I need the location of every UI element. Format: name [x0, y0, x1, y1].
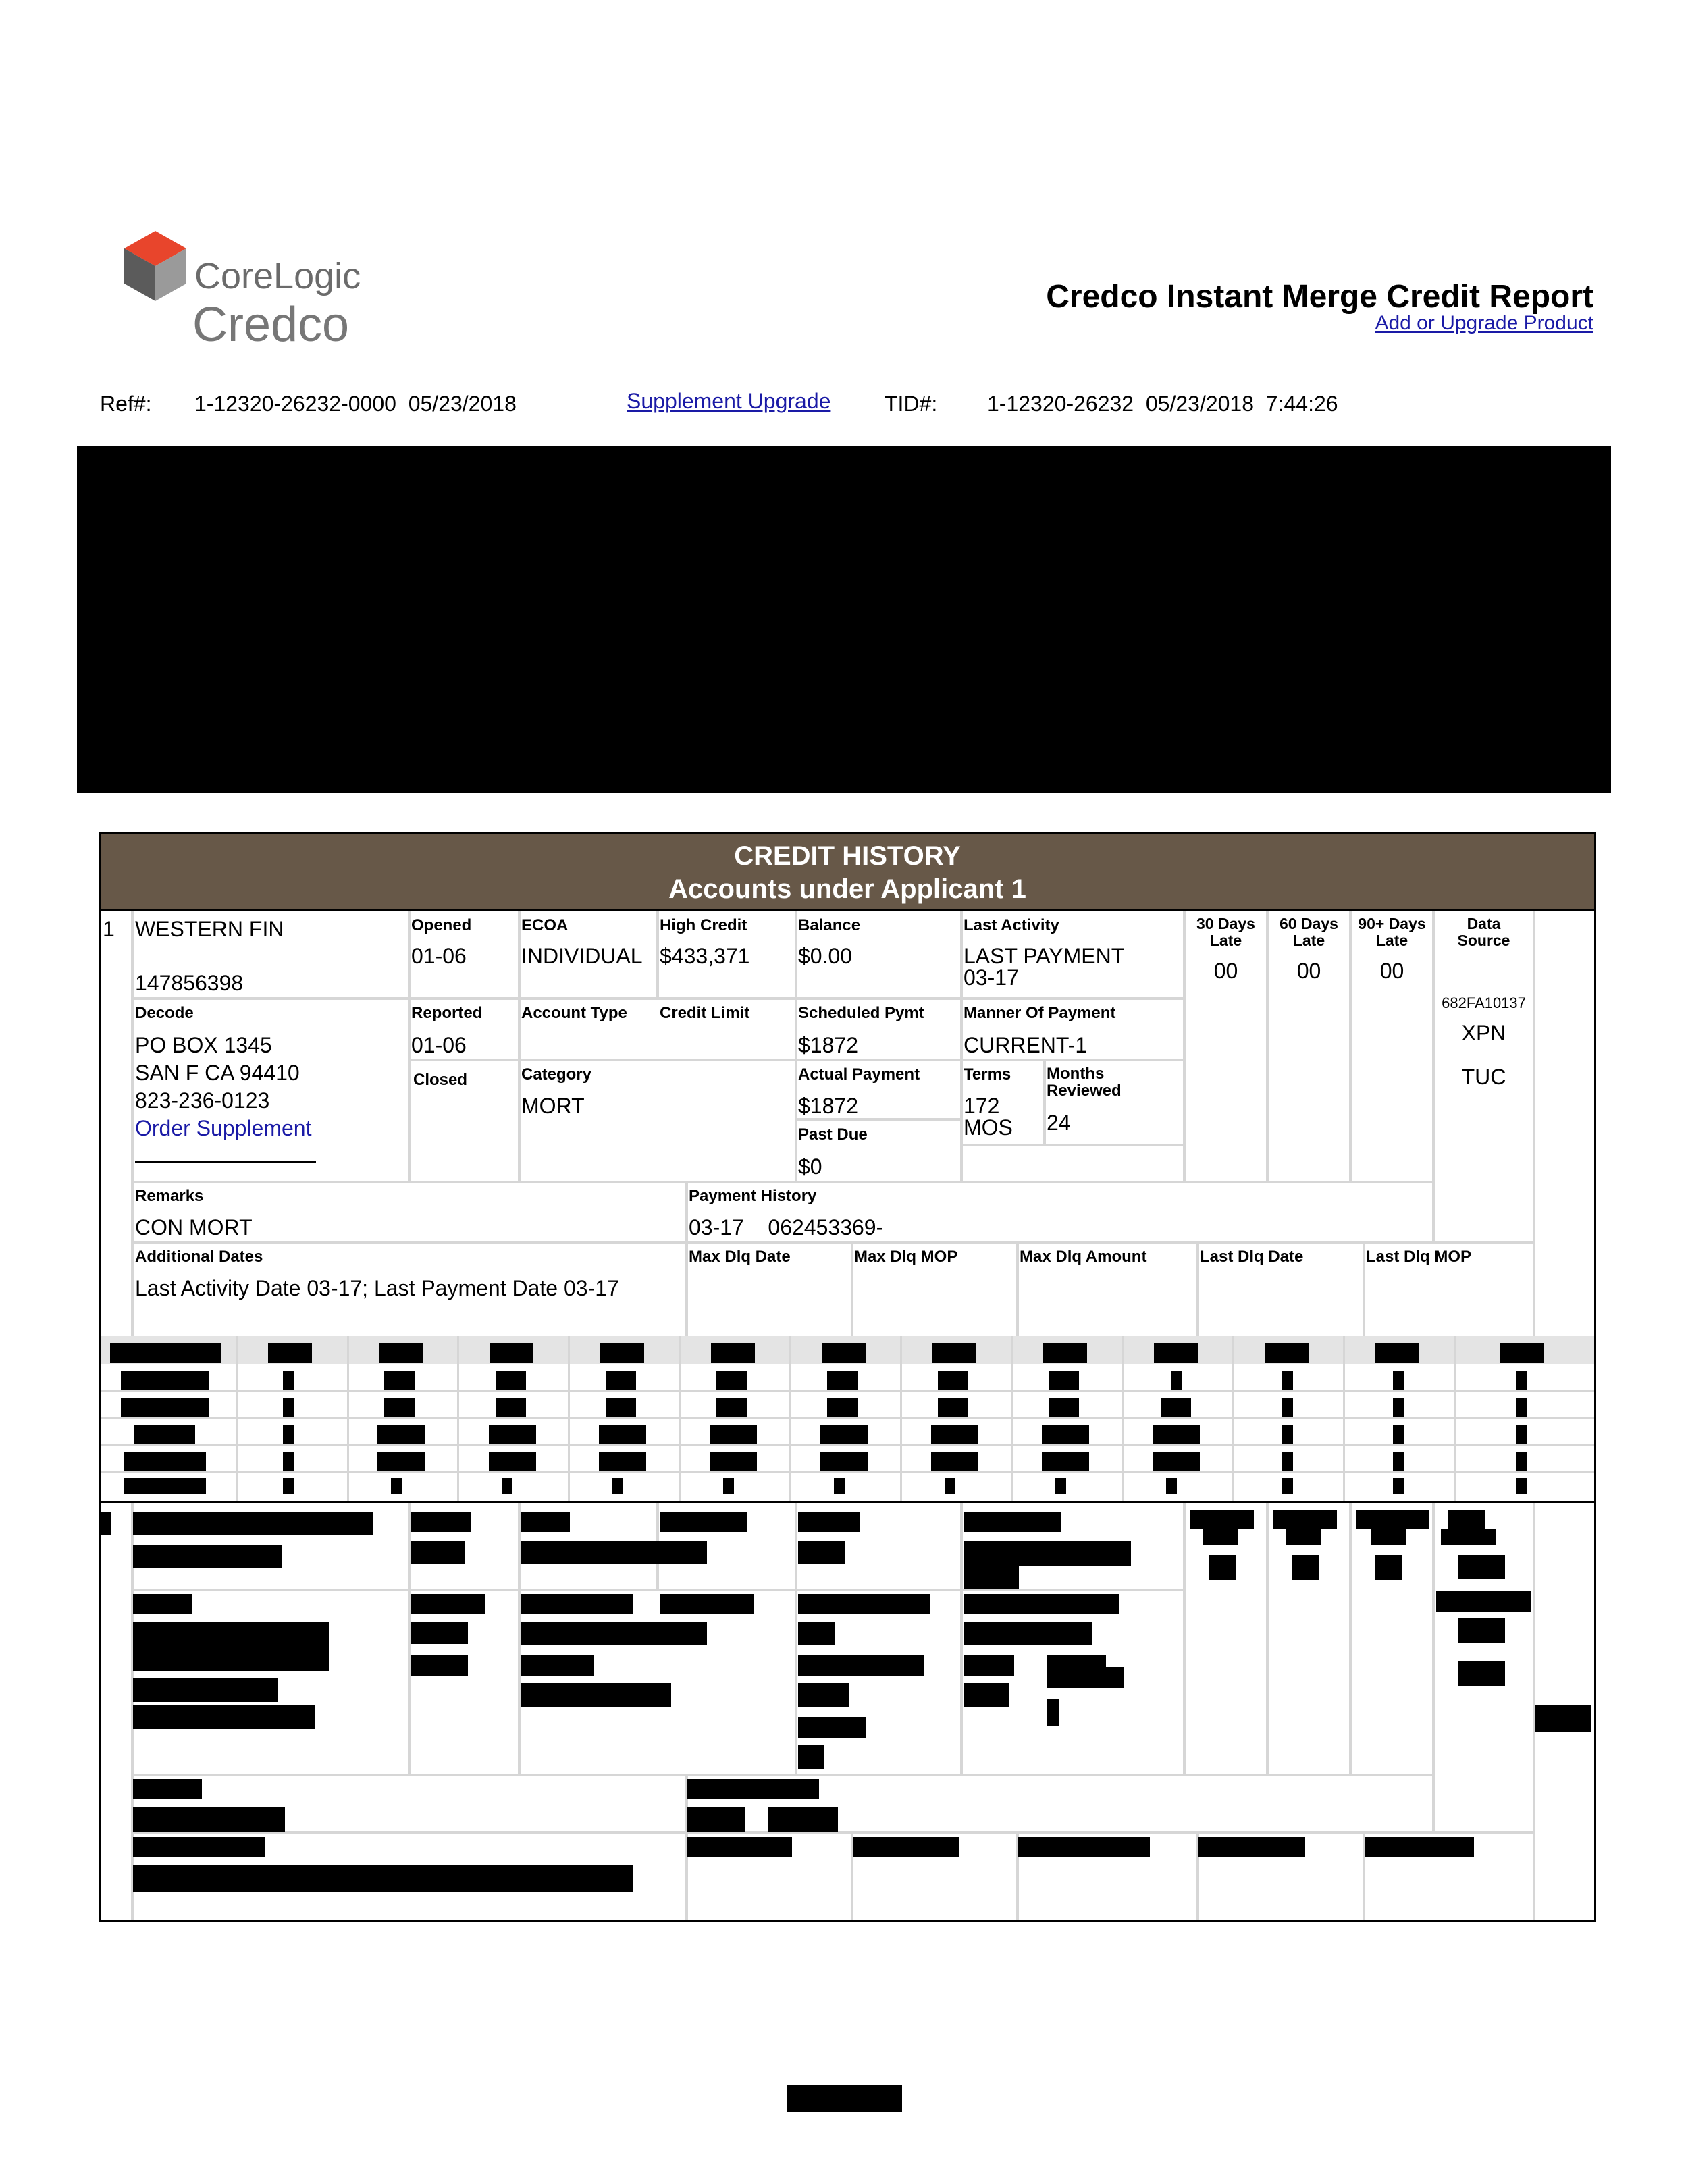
grid-line [1183, 911, 1186, 1181]
grid-line [1266, 1503, 1269, 1774]
redaction [268, 1343, 312, 1363]
redaction [1018, 1837, 1150, 1857]
redaction [798, 1683, 849, 1707]
redaction [1500, 1343, 1544, 1363]
redaction [1282, 1452, 1293, 1471]
grid-line [795, 911, 797, 1181]
redaction [133, 1865, 633, 1892]
redaction [931, 1452, 978, 1471]
reported-value: 01-06 [411, 1033, 467, 1057]
logo-text-bottom: Credco [192, 298, 350, 352]
redaction [411, 1655, 468, 1676]
redaction [1458, 1555, 1505, 1579]
redaction [384, 1398, 415, 1417]
redaction [1393, 1398, 1404, 1417]
grid-line [1043, 1059, 1046, 1146]
redaction [964, 1655, 1014, 1676]
credit-history-subtitle: Accounts under Applicant 1 [668, 874, 1026, 904]
redaction [521, 1541, 707, 1564]
redaction [1458, 1661, 1505, 1686]
redaction [1365, 1837, 1474, 1857]
grid-line [131, 1181, 1432, 1183]
redaction [1273, 1510, 1337, 1529]
redaction [1393, 1425, 1404, 1444]
terms-value: 172 [964, 1094, 1000, 1118]
redaction [1282, 1425, 1293, 1444]
redaction [121, 1371, 209, 1390]
redaction [1371, 1529, 1406, 1545]
redaction [1153, 1425, 1200, 1444]
last-activity-label: Last Activity [964, 916, 1059, 934]
late90-value: 00 [1379, 959, 1404, 983]
high-credit-label: High Credit [660, 916, 747, 934]
grid-line [685, 1181, 688, 1336]
redaction [798, 1745, 824, 1769]
logo-text-top: CoreLogic [194, 256, 361, 296]
redaction [768, 1807, 838, 1832]
closed-label: Closed [413, 1071, 468, 1089]
months-reviewed-label-line2: Reviewed [1047, 1082, 1122, 1100]
redaction [1282, 1371, 1293, 1390]
redaction [490, 1343, 533, 1363]
address-line1: PO BOX 1345 [135, 1033, 272, 1057]
redaction [1198, 1837, 1305, 1857]
actual-payment-value: $1872 [798, 1094, 858, 1118]
category-label: Category [521, 1065, 592, 1084]
ref-value: 1-12320-26232-0000 05/23/2018 [194, 392, 517, 416]
redaction [710, 1425, 757, 1444]
account-index: 1 [103, 917, 115, 941]
redaction [931, 1425, 978, 1444]
redaction [521, 1655, 594, 1676]
ecoa-label: ECOA [521, 916, 569, 934]
redaction [822, 1343, 866, 1363]
months-reviewed-value: 24 [1047, 1111, 1071, 1135]
grid-line [131, 911, 134, 1336]
redaction [496, 1371, 526, 1390]
redaction [1209, 1555, 1236, 1580]
redaction [1190, 1510, 1254, 1529]
redaction [133, 1594, 192, 1614]
supplement-upgrade-link[interactable]: Supplement Upgrade [627, 389, 831, 413]
redaction [687, 1779, 819, 1799]
redaction [710, 1452, 757, 1471]
ecoa-value: INDIVIDUAL [521, 944, 643, 968]
grid-line [1349, 1503, 1352, 1774]
redaction [1049, 1371, 1079, 1390]
redaction [521, 1594, 633, 1614]
payment-history-value: 03-17 062453369- [689, 1215, 884, 1240]
late90-header-line1: 90+ Days [1358, 915, 1426, 932]
redaction [1042, 1425, 1089, 1444]
grid-line [131, 1589, 1186, 1591]
max-dlq-date-label: Max Dlq Date [689, 1248, 791, 1266]
redaction [1516, 1371, 1527, 1390]
late30-header-line1: 30 Days [1196, 915, 1255, 932]
grid-line [1349, 911, 1352, 1181]
redaction [1516, 1398, 1527, 1417]
scheduled-pymt-value: $1872 [798, 1033, 858, 1057]
redaction [606, 1398, 636, 1417]
late30-header-line2: Late [1209, 932, 1242, 949]
redaction [612, 1478, 623, 1494]
past-due-label: Past Due [798, 1125, 868, 1144]
payment-history-label: Payment History [689, 1187, 817, 1205]
grid-line [101, 1471, 1594, 1473]
redaction [1448, 1510, 1485, 1529]
redaction [798, 1655, 924, 1676]
redaction [1282, 1398, 1293, 1417]
redaction [1043, 1343, 1087, 1363]
balance-value: $0.00 [798, 944, 853, 968]
grid-line [518, 1503, 521, 1774]
redaction [1047, 1699, 1059, 1726]
redaction [723, 1478, 734, 1494]
grid-line [408, 1503, 411, 1774]
grid-line [1232, 1336, 1234, 1501]
redaction [599, 1425, 646, 1444]
redaction [1282, 1478, 1293, 1494]
grid-line [408, 911, 411, 1181]
redaction [964, 1622, 1092, 1645]
redaction [1166, 1478, 1177, 1494]
redaction [283, 1398, 294, 1417]
redacted-footer [787, 2085, 902, 2112]
grid-line [518, 911, 521, 1181]
redaction [964, 1566, 1019, 1589]
tid-value: 1-12320-26232 05/23/2018 7:44:26 [987, 392, 1338, 416]
redaction [1154, 1343, 1198, 1363]
past-due-value: $0 [798, 1154, 822, 1179]
redaction [1047, 1667, 1124, 1688]
late90-header-line2: Late [1375, 932, 1408, 949]
grid-line [795, 1503, 797, 1774]
remarks-label: Remarks [135, 1187, 204, 1205]
source-code: 682FA10137 [1442, 994, 1526, 1011]
data-source-header [1435, 915, 1533, 949]
redaction [124, 1478, 206, 1494]
ref-label: Ref#: [100, 392, 152, 416]
redaction [798, 1541, 845, 1564]
redaction [1042, 1452, 1089, 1471]
creditor-name: WESTERN FIN [135, 917, 284, 941]
grid-line [131, 1774, 1432, 1776]
redaction [1393, 1478, 1404, 1494]
redaction [1055, 1478, 1066, 1494]
redaction [853, 1837, 959, 1857]
redaction [384, 1371, 415, 1390]
balance-label: Balance [798, 916, 861, 934]
additional-dates-value: Last Activity Date 03-17; Last Payment Date 03-17 [135, 1276, 619, 1300]
redaction [798, 1512, 860, 1532]
grid-line [789, 1336, 791, 1501]
grid-line [347, 1336, 349, 1501]
redaction [827, 1398, 858, 1417]
redaction [121, 1398, 209, 1417]
redaction [1286, 1529, 1321, 1545]
redaction [687, 1837, 792, 1857]
remarks-value: CON MORT [135, 1215, 253, 1240]
late90-header [1352, 915, 1432, 949]
grid-line [656, 911, 659, 998]
redaction [411, 1541, 465, 1564]
months-reviewed-label [1047, 1065, 1122, 1099]
redaction [938, 1371, 968, 1390]
redaction [820, 1452, 868, 1471]
grid-line [236, 1336, 238, 1501]
category-value: MORT [521, 1094, 585, 1118]
late60-header [1269, 915, 1349, 949]
redaction [820, 1425, 868, 1444]
redaction [599, 1452, 646, 1471]
order-supplement-link[interactable]: Order Supplement [135, 1116, 312, 1140]
redaction [411, 1622, 468, 1644]
redaction [379, 1343, 423, 1363]
last-activity-value: LAST PAYMENT [964, 944, 1125, 968]
redaction [660, 1512, 747, 1532]
late60-header-line1: 60 Days [1280, 915, 1338, 932]
redaction [101, 1512, 111, 1535]
redaction [1049, 1398, 1079, 1417]
redaction [521, 1683, 671, 1707]
phone-number: 823-236-0123 [135, 1088, 270, 1113]
late30-header [1186, 915, 1266, 949]
grid-line [1016, 1242, 1019, 1336]
redaction [133, 1545, 282, 1568]
redacted-account-2 [101, 1503, 1594, 1920]
source-xpn: XPN [1461, 1021, 1506, 1045]
grid-line [101, 1390, 1594, 1392]
redaction [1516, 1425, 1527, 1444]
redaction [377, 1425, 425, 1444]
grid-line [1011, 1336, 1013, 1501]
max-dlq-amount-label: Max Dlq Amount [1020, 1248, 1147, 1266]
redaction [489, 1452, 536, 1471]
grid-line [1454, 1336, 1456, 1501]
tid-label: TID#: [885, 392, 938, 416]
redaction [834, 1478, 845, 1494]
grid-line [1432, 1503, 1435, 1831]
late60-header-line2: Late [1292, 932, 1325, 949]
redaction [411, 1594, 485, 1614]
redaction [1265, 1343, 1309, 1363]
logo-cube-icon [122, 230, 189, 304]
grid-line [1533, 911, 1535, 1336]
redaction [391, 1478, 402, 1494]
redaction [133, 1705, 315, 1729]
redaction [1441, 1529, 1496, 1545]
redaction [606, 1371, 636, 1390]
grid-line [900, 1336, 902, 1501]
grid-line [1196, 1242, 1199, 1336]
redaction [798, 1622, 835, 1645]
redaction [133, 1512, 373, 1535]
actual-payment-label: Actual Payment [798, 1065, 920, 1084]
redaction [1436, 1591, 1531, 1612]
redaction [798, 1717, 866, 1738]
redaction [1375, 1555, 1402, 1580]
last-activity-date: 03-17 [964, 965, 1019, 990]
grid-line [1266, 911, 1269, 1181]
redaction [687, 1807, 745, 1832]
redaction [133, 1837, 265, 1857]
grid-line [101, 1417, 1594, 1419]
redaction [1171, 1371, 1182, 1390]
redaction [133, 1678, 278, 1702]
late30-value: 00 [1213, 959, 1238, 983]
credit-history-header [101, 834, 1594, 909]
grid-line [1122, 1336, 1124, 1501]
redacted-payment-grid [101, 1336, 1594, 1501]
decode-label: Decode [135, 1004, 194, 1022]
redaction [1516, 1452, 1527, 1471]
account-type-label: Account Type [521, 1004, 627, 1022]
max-dlq-mop-label: Max Dlq MOP [854, 1248, 958, 1266]
last-dlq-mop-label: Last Dlq MOP [1366, 1248, 1472, 1266]
redaction [964, 1683, 1009, 1707]
redaction [945, 1478, 955, 1494]
redaction [124, 1452, 206, 1471]
credit-limit-label: Credit Limit [660, 1004, 750, 1022]
redaction [938, 1398, 968, 1417]
high-credit-value: $433,371 [660, 944, 750, 968]
order-supplement-underline [135, 1161, 316, 1163]
redaction [1516, 1478, 1527, 1494]
redaction [1292, 1555, 1319, 1580]
redaction [377, 1452, 425, 1471]
report-title: Credco Instant Merge Credit Report [1046, 279, 1593, 315]
terms-label: Terms [964, 1065, 1011, 1084]
grid-line [1363, 1242, 1365, 1336]
reported-label: Reported [411, 1004, 483, 1022]
redaction [283, 1478, 294, 1494]
redaction [600, 1343, 644, 1363]
redaction [660, 1594, 754, 1614]
grid-line [851, 1242, 853, 1336]
data-source-header-line2: Source [1457, 932, 1510, 949]
terms-unit: MOS [964, 1115, 1013, 1140]
credit-history-title: CREDIT HISTORY [734, 841, 961, 871]
redaction [489, 1425, 536, 1444]
grid-line [960, 911, 963, 1181]
grid-line [457, 1336, 459, 1501]
redaction [1356, 1510, 1429, 1529]
scheduled-pymt-label: Scheduled Pymt [798, 1004, 924, 1022]
redaction [502, 1478, 512, 1494]
grid-line [1183, 1503, 1186, 1774]
opened-value: 01-06 [411, 944, 467, 968]
corelogic-logo [122, 230, 392, 351]
redaction [283, 1452, 294, 1471]
redaction [1203, 1529, 1238, 1545]
redaction [521, 1622, 707, 1645]
redaction [1535, 1705, 1591, 1732]
opened-label: Opened [411, 916, 472, 934]
redaction [964, 1512, 1061, 1532]
address-line2: SAN F CA 94410 [135, 1061, 300, 1085]
redaction [283, 1425, 294, 1444]
grid-line [131, 997, 1186, 1000]
additional-dates-label: Additional Dates [135, 1248, 263, 1266]
redaction [496, 1398, 526, 1417]
redaction [1393, 1452, 1404, 1471]
redaction [133, 1807, 285, 1832]
redaction [283, 1371, 294, 1390]
redaction [711, 1343, 755, 1363]
source-tuc: TUC [1461, 1065, 1506, 1089]
redaction [133, 1622, 329, 1671]
last-dlq-date-label: Last Dlq Date [1200, 1248, 1304, 1266]
data-source-header-line1: Data [1467, 915, 1501, 932]
redaction [411, 1512, 471, 1532]
grid-line [1343, 1336, 1345, 1501]
account-number: 147856398 [135, 971, 244, 995]
redaction [932, 1343, 976, 1363]
redacted-applicant-block [77, 446, 1611, 793]
grid-line [960, 1144, 1183, 1146]
grid-line [679, 1336, 681, 1501]
late60-value: 00 [1296, 959, 1321, 983]
redaction [1458, 1618, 1505, 1643]
grid-line [131, 1241, 1533, 1244]
redaction [1161, 1398, 1191, 1417]
grid-line [960, 1503, 963, 1774]
redaction [716, 1398, 747, 1417]
redaction [964, 1541, 1131, 1566]
manner-value: CURRENT-1 [964, 1033, 1088, 1057]
redaction [1153, 1452, 1200, 1471]
months-reviewed-label-line1: Months [1047, 1065, 1105, 1083]
redaction [827, 1371, 858, 1390]
redaction [1393, 1371, 1404, 1390]
header-bottom-rule [101, 909, 1594, 911]
redaction [521, 1512, 570, 1532]
redaction [798, 1594, 930, 1614]
grid-line [101, 1444, 1594, 1446]
redaction [716, 1371, 747, 1390]
redaction [1375, 1343, 1419, 1363]
redaction [964, 1594, 1119, 1614]
grid-line [568, 1336, 570, 1501]
add-upgrade-link[interactable]: Add or Upgrade Product [1375, 312, 1593, 334]
manner-label: Manner Of Payment [964, 1004, 1116, 1022]
redaction [133, 1779, 202, 1799]
redaction [110, 1343, 221, 1363]
grid-line [408, 1059, 1183, 1061]
redaction [134, 1425, 195, 1444]
